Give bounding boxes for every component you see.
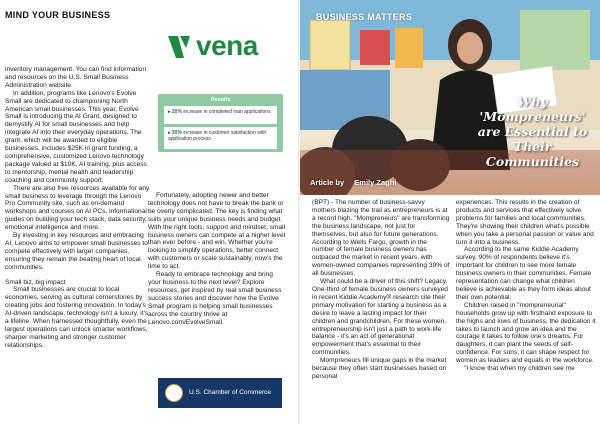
- section-header: MIND YOUR BUSINESS: [5, 10, 111, 20]
- paragraph: Small businesses are crucial to local economies, serving as cultural cornerstones by creating jobs and fostering innovation. In today's AI-driven landscape, technology isn't a luxury, it's a lifeline. When harnessed thoughtfully, even the largest operations can unlock smarter workflows, sharper marketing and stronger customer relationships.: [5, 286, 149, 349]
- paragraph: inventory management. You can find information and resources on the U.S. Small Business Administration website.: [5, 66, 147, 89]
- hero-photo: [300, 0, 600, 195]
- left-column-1: [5, 66, 151, 350]
- paragraph: By investing in key resources and embracing AI, Lenovo aims to empower small businesses to compete effectively with larger companies, ensuring they remain the beating heart of local communities.: [5, 232, 148, 271]
- results-title: Results: [210, 97, 231, 103]
- paragraph: Mompreneurs fill unique gaps in the market because they often start businesses based on personal: [312, 357, 447, 380]
- logo-text: vena: [196, 30, 258, 61]
- result-text: increase in completed loan applications: [183, 109, 271, 115]
- paragraph: (BPT) - The number of business-savvy mothers blazing the trail as entrepreneurs is at a record high. "Mompreneurs" are transforming the business landscape, not just for themselves, but also for future generations. According to Wells Fargo, growth in the number of female business owners has outpaced the market in recent years, with women-owned companies representing 39% of all businesses.: [312, 199, 450, 278]
- paragraph: Children raised in "mompreneurial" households grow up with firsthand exposure to the highs and lows of business, the dedication it takes to launch and grow an idea and the courage it takes to follow one's dreams. For daughters, it can plant the seeds of self-confidence. For sons, it can shape respect for women as leaders and equals in the workforce.: [456, 301, 596, 365]
- results-box: [158, 94, 283, 152]
- left-column-2: [148, 192, 286, 326]
- vena-logo: [168, 32, 258, 64]
- paragraph: Fortunately, adopting newer and better technology does not have to break the bank or be overly complicated. The key is finding what suits your unique business needs and budget. With the right tools, support and mindset, small business owners can compete at a higher level than ever before - and win. Whether you're looking to simplify operations, better connect with customers or scale sustainably, now's the time to act.: [148, 192, 286, 271]
- result-pct: 30%: [171, 130, 182, 136]
- byline: [310, 178, 396, 187]
- paragraph: "I know that when my children see me: [464, 365, 575, 373]
- subheading: Small biz, big impact: [5, 278, 66, 286]
- seal-icon: [165, 384, 183, 402]
- byline-label: Article by: [310, 178, 345, 187]
- result-pct: 20%: [171, 109, 182, 115]
- paragraph: There are also free resources available for any small business to leverage through the Lenovo Pro Community site, such as on-demand workshops and courses on AI PCs, informational guides on building your tech stack, data security, emotional intelligence and more.: [5, 184, 150, 232]
- result-text: increase in customer satisfaction with application process: [168, 130, 267, 142]
- right-column-1: [312, 199, 450, 381]
- result-card: ▸ 20% increase in completed loan applications: [164, 106, 277, 124]
- paragraph: According to the same Kiddie Academy survey, 90% of respondents believe it's important for children to see more female business owners in their communities. Female representation can change what children believe is achievable as they form ideas about their own potential.: [456, 246, 592, 301]
- paragraph: experiences. This results in the creation of products and services that effectively solve problems for families and local communities. They're showing their children what's possible when you take a personal passion or value and turn it into a business.: [456, 199, 594, 246]
- article-title: Why 'Mompreneurs' are Essential to Their Communities: [477, 94, 588, 169]
- vena-mark-icon: [168, 34, 194, 60]
- byline-author: Emily Zaghi: [354, 178, 397, 187]
- result-card: ▸ 30% increase in customer satisfaction with application process: [164, 127, 277, 149]
- chamber-logo: [158, 378, 282, 408]
- paragraph: What could be a driver of this shift? Legacy. One-third of female business owners surveyed in recent Kiddie Academy® research cite their primary motivation for starting a business as a desire to leave a lasting impact for their children and grandchildren. For these women, entrepreneurship isn't just a path to work-life balance - it's an act of generational empowerment that's essential to their communities.: [312, 278, 448, 357]
- right-column-2: [456, 199, 596, 373]
- chamber-name: U.S. Chamber of Commerce: [189, 389, 271, 396]
- right-page: [300, 0, 600, 424]
- paragraph: Ready to embrace technology and bring your business to the next level? Explore resources, get inspired by real small business success stories and discover how the Evolve Small program is helping small businesses across the country thrive at Lenovo.com/EvolveSmall.: [148, 271, 282, 326]
- paragraph: In addition, programs like Lenovo's Evolve Small are dedicated to championing North American small businesses. This year, Evolve Small is introducing the AI Grant, designed to demystify AI for small businesses and help integrate AI into their everyday operations. The grant, which will be awarded to eligible businesses, includes $25K in grant funding, a comprehensive, customized Lenovo technology package valued at $10K, AI training, plus access to mentorship, mental health and leadership coaching and community support.: [5, 89, 147, 184]
- section-header: BUSINESS MATTERS: [316, 12, 413, 22]
